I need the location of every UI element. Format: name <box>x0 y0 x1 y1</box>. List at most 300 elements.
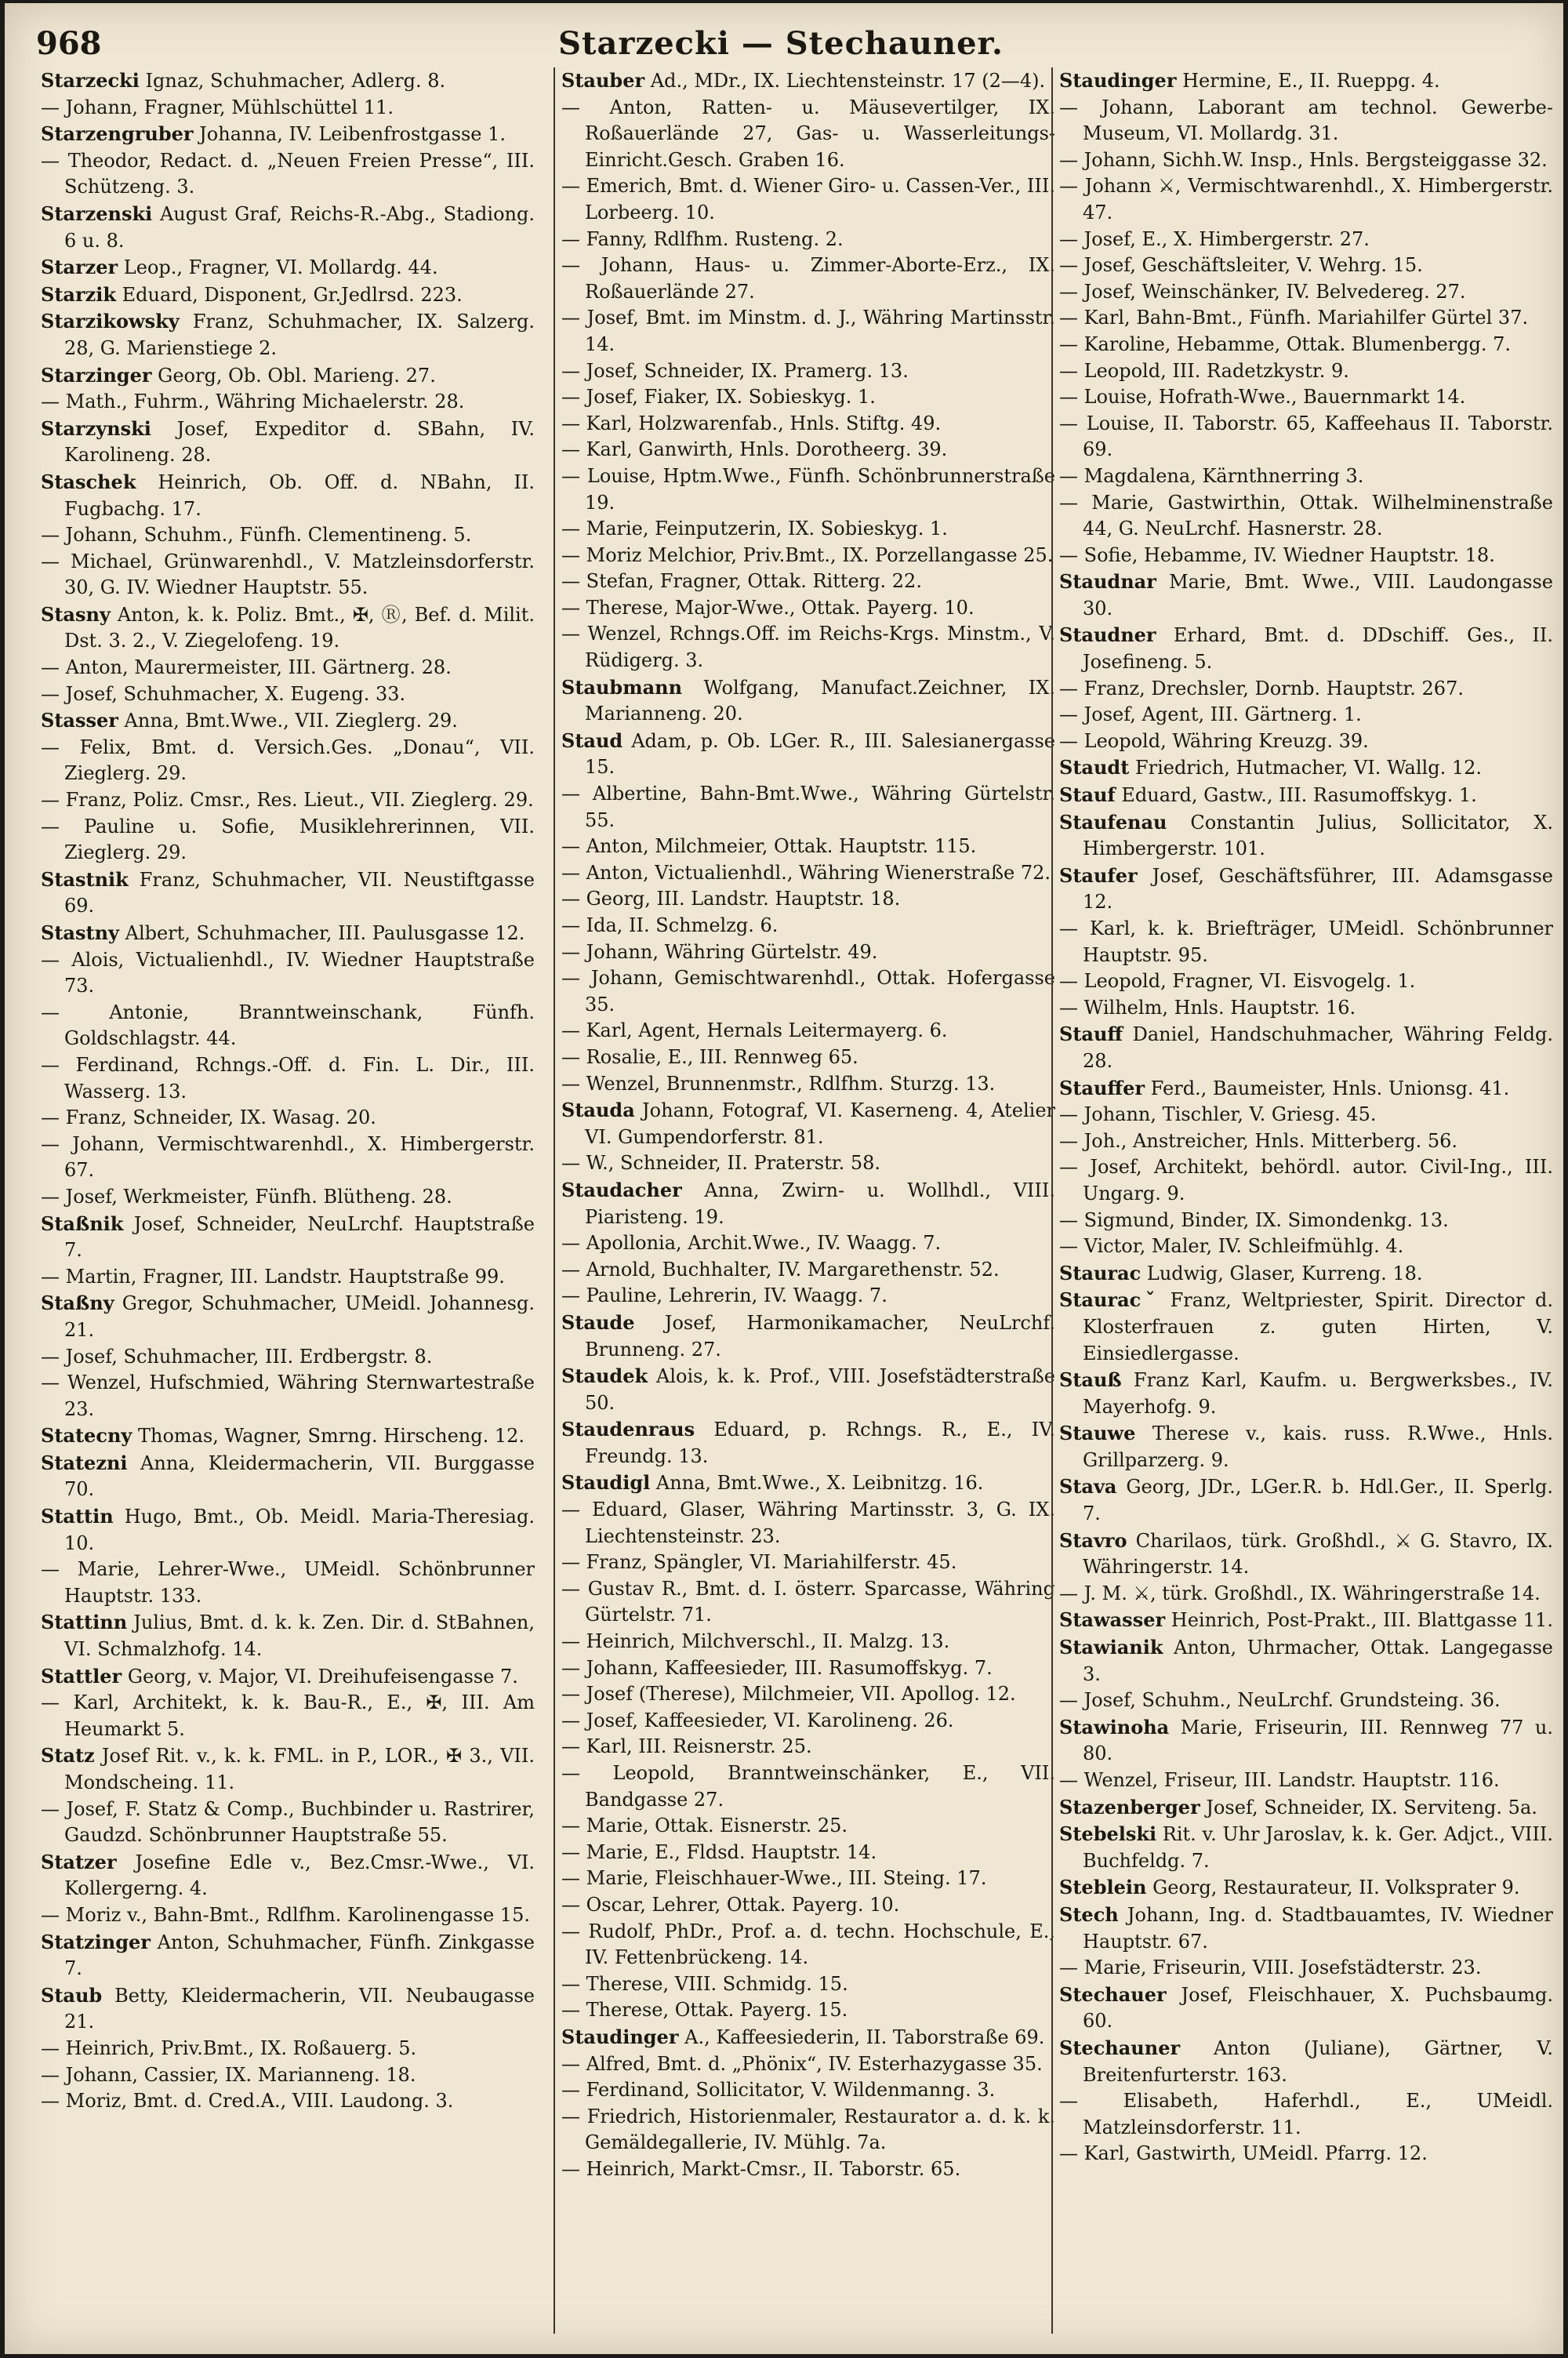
entry-details: — Karl, Architekt, k. k. Bau-R., E., ✠, III. Am Heumarkt 5. <box>41 1691 535 1740</box>
directory-entry <box>561 1177 1055 1230</box>
entry-details: Wolfgang, Manufact.Zeichner, IX. Marianneng. 20. <box>585 676 1055 725</box>
directory-entry <box>561 1971 1055 1998</box>
entry-details: Georg, JDr., LGer.R. b. Hdl.Ger., II. Sperlg. 7. <box>1083 1476 1553 1525</box>
entry-details: — Karl, Ganwirth, Hnls. Dorotheerg. 39. <box>561 438 948 461</box>
directory-entry <box>1059 782 1553 809</box>
entry-details: — Karl, Bahn-Bmt., Fünfh. Mariahilfer Gürtel 37. <box>1059 307 1529 329</box>
directory-entry <box>1059 728 1553 755</box>
directory-entry <box>41 655 535 681</box>
entry-surname: Staudinger <box>561 2025 679 2048</box>
entry-details: — Karl, Gastwirth, UMeidl. Pfarrg. 12. <box>1059 2142 1428 2165</box>
directory-entry <box>1059 1821 1553 1874</box>
entry-surname: Staufer <box>1059 863 1138 887</box>
directory-entry <box>41 95 535 122</box>
directory-entry <box>561 1997 1055 2024</box>
directory-entry <box>1059 1208 1553 1234</box>
directory-entry <box>561 1655 1055 1682</box>
directory-entry <box>41 254 535 282</box>
entry-details: — Johann, Währing Gürtelstr. 49. <box>561 940 878 963</box>
entry-details: — Anton, Victualienhdl., Währing Wienerstraße 72. <box>561 861 1051 884</box>
entry-details: Thomas, Wagner, Smrng. Hirscheng. 12. <box>137 1425 525 1448</box>
directory-entry <box>1059 622 1553 675</box>
directory-entry <box>41 867 535 920</box>
entry-details: — Magdalena, Kärnthnerring 3. <box>1059 464 1364 487</box>
entry-details: — Heinrich, Priv.Bmt., IX. Roßauerg. 5. <box>41 2036 417 2059</box>
entry-surname: Stauff <box>1059 1023 1123 1046</box>
directory-entry <box>561 674 1055 728</box>
entry-details: — Louise, Hptm.Wwe., Fünfh. Schönbrunnerstraße 19. <box>561 464 1055 514</box>
entry-details: — Rudolf, PhDr., Prof. a. d. techn. Hochschule, E., IV. Fettenbrückeng. 14. <box>561 1920 1055 1969</box>
entry-details: Erhard, Bmt. d. DDschiff. Ges., II. Josefineng. 5. <box>1083 624 1553 674</box>
entry-details: — Michael, Grünwarenhdl., V. Matzleinsdorferstr. 30, G. IV. Wiedner Hauptstr. 55. <box>41 550 535 599</box>
entry-details: Heinrich, Ob. Off. d. NBahn, II. Fugbachg. 17. <box>64 471 535 520</box>
directory-entry <box>561 939 1055 966</box>
entry-details: — Sigmund, Binder, IX. Simondenkg. 13. <box>1059 1208 1449 1231</box>
directory-entry <box>41 416 535 469</box>
entry-details: Hugo, Bmt., Ob. Meidl. Maria-Theresiag. 10. <box>64 1506 535 1554</box>
directory-entry <box>41 1450 535 1503</box>
directory-entry <box>561 1150 1055 1177</box>
directory-entry <box>1059 1528 1553 1581</box>
entry-details: — Heinrich, Milchverschl., II. Malzg. 13. <box>561 1630 950 1653</box>
entry-details: Josef, Schneider, NeuLrchf. Hauptstraße 7. <box>64 1212 535 1262</box>
entry-details: Julius, Bmt. d. k. k. Zen. Dir. d. StBahnen, VI. Schmalzhofg. 14. <box>64 1611 535 1661</box>
entry-details: — Therese, Ottak. Payerg. 15. <box>561 1999 848 2022</box>
entry-details: Friedrich, Hutmacher, VI. Wallg. 12. <box>1134 757 1483 779</box>
entry-details: — Josef, E., X. Himbergerstr. 27. <box>1059 227 1370 250</box>
directory-entry <box>561 1550 1055 1576</box>
entry-surname: Staudek <box>561 1364 648 1388</box>
entry-surname: Staudner <box>1059 623 1156 647</box>
entry-details: — Leopold, Währing Kreuzg. 39. <box>1059 729 1369 752</box>
entry-surname: Stattin <box>41 1505 114 1528</box>
entry-surname: Statzer <box>41 1850 117 1873</box>
directory-entry <box>1059 1473 1553 1527</box>
directory-entry <box>561 860 1055 887</box>
directory-page <box>5 3 1563 2354</box>
entry-details: — Josef, Geschäftsleiter, V. Wehrg. 15. <box>1059 254 1423 277</box>
directory-entry <box>41 1211 535 1264</box>
entry-details: — Karl, Holzwarenfab., Hnls. Stiftg. 49. <box>561 412 942 434</box>
directory-entry <box>1059 809 1553 863</box>
entry-surname: Staßnik <box>41 1212 124 1235</box>
entry-details: — Franz, Spängler, VI. Mariahilferstr. 45. <box>561 1551 957 1574</box>
entry-surname: Stech <box>1059 1902 1119 1926</box>
entry-details: — Therese, VIII. Schmidg. 15. <box>561 1972 848 1995</box>
entry-details: Anton (Juliane), Gärtner, V. Breitenfurterstr. 163. <box>1083 2036 1553 2086</box>
entry-details: — Louise, Hofrath-Wwe., Bauernmarkt 14. <box>1059 386 1466 409</box>
directory-entry <box>41 707 535 735</box>
entry-details: — Theodor, Redact. d. „Neuen Freien Presse“, III. Schützeng. 3. <box>41 149 535 198</box>
directory-entry <box>1059 569 1553 622</box>
directory-entry <box>561 1257 1055 1284</box>
directory-entry <box>41 1902 535 1929</box>
entry-details: August Graf, Reichs-R.-Abg., Stadiong. 6 u. 8. <box>64 202 535 252</box>
directory-entry <box>561 95 1055 174</box>
entry-details: Daniel, Handschuhmacher, Währing Feldg. 28. <box>1083 1023 1553 1072</box>
entry-details: Ferd., Baumeister, Hnls. Unionsg. 41. <box>1150 1077 1510 1099</box>
entry-details: Anna, Kleidermacherin, VII. Burggasse 70. <box>64 1451 535 1501</box>
entry-details: — Marie, Lehrer-Wwe., UMeidl. Schönbrunner Hauptstr. 133. <box>41 1558 535 1607</box>
entry-details: — Josef, Kaffeesieder, VI. Karolineng. 26. <box>561 1709 954 1731</box>
entry-details: — Rosalie, E., III. Rennweg 65. <box>561 1045 858 1068</box>
entry-details: Therese v., kais. russ. R.Wwe., Hnls. Grillparzerg. 9. <box>1083 1422 1553 1471</box>
entry-details: — Eduard, Glaser, Währing Martinsstr. 3, G. IX. Liechtensteinstr. 23. <box>561 1499 1055 1547</box>
entry-details: Josefine Edle v., Bez.Cmsr.-Wwe., VI. Kollergerng. 4. <box>64 1851 535 1900</box>
directory-entry <box>561 1576 1055 1629</box>
directory-entry <box>1059 1607 1553 1634</box>
entry-details: — Antonie, Branntweinschank, Fünfh. Goldschlagstr. 44. <box>41 1001 535 1050</box>
entry-details: Anton, Uhrmacher, Ottak. Langegasse 3. <box>1083 1637 1553 1685</box>
column-3 <box>1051 67 1553 2334</box>
directory-entry <box>41 282 535 309</box>
entry-details: — Anton, Maurermeister, III. Gärtnerg. 28. <box>41 656 452 679</box>
entry-details: — Johann, Cassier, IX. Marianneng. 18. <box>41 2063 416 2086</box>
directory-entry <box>41 1264 535 1291</box>
entry-surname: Stauffer <box>1059 1076 1145 1099</box>
entry-surname: Staßny <box>41 1292 114 1315</box>
directory-entry <box>561 569 1055 595</box>
directory-entry <box>41 947 535 1000</box>
entry-details: — Alois, Victualienhdl., IV. Wiedner Hauptstraße 73. <box>41 948 535 997</box>
running-title: Starzecki — Stechauner. <box>558 25 1004 62</box>
directory-entry <box>561 1045 1055 1071</box>
entry-surname: Steblein <box>1059 1876 1147 1899</box>
directory-entry <box>41 1344 535 1371</box>
directory-entry <box>561 1734 1055 1760</box>
directory-entry <box>41 814 535 867</box>
directory-entry <box>1059 1955 1553 1982</box>
entry-details: Marie, Friseurin, III. Rennweg 77 u. 80. <box>1083 1716 1553 1765</box>
directory-entry <box>41 549 535 601</box>
directory-entry <box>561 67 1055 95</box>
entry-surname: Stechauner <box>1059 2036 1181 2059</box>
directory-entry <box>1059 1768 1553 1794</box>
entry-surname: Stauwe <box>1059 1422 1136 1445</box>
directory-entry <box>41 2088 535 2115</box>
directory-entry <box>561 305 1055 358</box>
directory-entry <box>41 920 535 947</box>
directory-entry <box>561 437 1055 463</box>
entry-details: — J. M. ⚔, türk. Großhdl., IX. Währingerstraße 14. <box>1059 1582 1541 1604</box>
directory-entry <box>1059 279 1553 306</box>
entry-details: Franz, Schuhmacher, VII. Neustiftgasse 69. <box>64 868 535 917</box>
entry-details: — Josef, Architekt, behördl. autor. Civil-Ing., III. Ungarg. 9. <box>1059 1156 1553 1204</box>
entry-surname: Stebelski <box>1059 1822 1157 1846</box>
entry-details: — Alfred, Bmt. d. „Phönix“, IV. Esterhazygasse 35. <box>561 2052 1043 2075</box>
entry-details: Franz, Weltpriester, Spirit. Director d. Klosterfrauen z. guten Hirten, V. Einsiedlergasse. <box>1083 1289 1553 1364</box>
entry-surname: Starzikowsky <box>41 310 180 333</box>
entry-surname: Stauracˇ <box>1059 1288 1160 1312</box>
directory-entry <box>1059 1581 1553 1608</box>
directory-entry <box>41 1849 535 1902</box>
directory-entry <box>1059 1102 1553 1128</box>
entry-details: — Marie, Ottak. Eisnerstr. 25. <box>561 1815 848 1837</box>
entry-surname: Starzecki <box>41 69 140 92</box>
directory-entry <box>41 362 535 390</box>
entry-details: — Wenzel, Hufschmied, Währing Sternwartestraße 23. <box>41 1372 535 1420</box>
directory-entry <box>1059 1260 1553 1288</box>
directory-entry <box>561 1919 1055 1971</box>
entry-details: — Arnold, Buchhalter, IV. Margarethenstr. 52. <box>561 1258 1000 1281</box>
entry-details: — Josef, Schneider, IX. Pramerg. 13. <box>561 359 909 382</box>
entry-surname: Stawasser <box>1059 1608 1166 1632</box>
directory-entry <box>1059 1874 1553 1902</box>
directory-entry <box>41 2036 535 2062</box>
directory-entry <box>1059 1420 1553 1473</box>
directory-entry <box>561 621 1055 674</box>
directory-entry <box>41 681 535 708</box>
entry-details: — Marie, Feinputzerin, IX. Sobieskyg. 1. <box>561 518 948 540</box>
entry-details: Eduard, Disponent, Gr.Jedlrsd. 223. <box>122 283 463 306</box>
entry-details: — Moriz, Bmt. d. Cred.A., VIII. Laudong. 3. <box>41 2090 454 2113</box>
entry-surname: Stastny <box>41 921 119 944</box>
entry-details: Leop., Fragner, VI. Mollardg. 44. <box>123 256 438 279</box>
entry-details: — Josef (Therese), Milchmeier, VII. Apollog. 12. <box>561 1683 1016 1706</box>
entry-details: — Wenzel, Rchngs.Off. im Reichs-Krgs. Minstm., V. Rüdigerg. 3. <box>561 623 1055 672</box>
entry-details: — Stefan, Fragner, Ottak. Ritterg. 22. <box>561 570 922 593</box>
entry-details: — Wilhelm, Hnls. Hauptstr. 16. <box>1059 996 1356 1019</box>
entry-details: Anton, k. k. Poliz. Bmt., ✠, Ⓡ, Bef. d. Milit. Dst. 3. 2., V. Ziegelofeng. 19. <box>64 603 535 652</box>
entry-details: — Johann, Fragner, Mühlschüttel 11. <box>41 96 394 118</box>
directory-entry <box>561 543 1055 569</box>
column-2 <box>554 67 1055 2334</box>
directory-entry <box>561 1760 1055 1813</box>
entry-details: — Leopold, III. Radetzkystr. 9. <box>1059 359 1349 382</box>
entry-details: — Josef, Weinschänker, IV. Belvedereg. 27. <box>1059 280 1466 303</box>
directory-entry <box>1059 1714 1553 1768</box>
entry-details: Johanna, IV. Leibenfrostgasse 1. <box>199 123 506 146</box>
directory-entry <box>1059 2088 1553 2141</box>
entry-details: Anna, Bmt.Wwe., X. Leibnitzg. 16. <box>655 1472 984 1495</box>
entry-details: Adam, p. Ob. LGer. R., III. Salesianergasse 15. <box>585 729 1055 779</box>
entry-details: — Josef, Fiaker, IX. Sobieskyg. 1. <box>561 386 876 409</box>
entry-details: — Johann ⚔, Vermischtwarenhdl., X. Himbergerstr. 47. <box>1059 175 1553 223</box>
entry-surname: Starzynski <box>41 416 151 440</box>
entry-details: — Johann, Kaffeesieder, III. Rasumoffskyg. 7. <box>561 1656 993 1679</box>
entry-details: — Johann, Vermischtwarenhdl., X. Himbergerstr. 67. <box>41 1132 535 1182</box>
directory-entry <box>1059 2141 1553 2167</box>
entry-details: — Anton, Ratten- u. Mäusevertilger, IX. Roßauerlände 27, Gas- u. Wasserleitungs-Einricht.Gesch. Graben 16. <box>561 96 1055 171</box>
directory-entry <box>1059 173 1553 226</box>
entry-surname: Staurac <box>1059 1261 1142 1284</box>
directory-entry <box>41 308 535 362</box>
directory-entry <box>561 781 1055 834</box>
entry-details: — Ferdinand, Sollicitator, V. Wildenmanng. 3. <box>561 2079 996 2102</box>
directory-entry <box>41 787 535 814</box>
directory-entry <box>41 1422 535 1450</box>
entry-surname: Staschek <box>41 470 136 493</box>
directory-entry <box>1059 1982 1553 2035</box>
directory-entry <box>561 1310 1055 1363</box>
entry-details: — Felix, Bmt. d. Versich.Ges. „Donau“, VII. Zieglerg. 29. <box>41 736 535 785</box>
entry-details: Georg, v. Major, VI. Dreihufeisengasse 7. <box>127 1665 518 1688</box>
directory-entry <box>561 1708 1055 1735</box>
directory-entry <box>1059 1128 1553 1155</box>
entry-details: Ludwig, Glaser, Kurreng. 18. <box>1146 1262 1423 1284</box>
directory-entry <box>1059 463 1553 490</box>
directory-entry <box>1059 305 1553 332</box>
entry-surname: Starzinger <box>41 363 152 387</box>
entry-details: Eduard, p. Rchngs. R., E., IV. Freundg. 13. <box>585 1419 1055 1467</box>
entry-details: Hermine, E., II. Rueppg. 4. <box>1182 70 1440 92</box>
directory-entry <box>1059 754 1553 782</box>
directory-entry <box>41 201 535 254</box>
directory-entry <box>41 2062 535 2089</box>
entry-surname: Staudt <box>1059 756 1130 779</box>
entry-surname: Stauber <box>561 69 645 92</box>
directory-entry <box>1059 1794 1553 1822</box>
entry-surname: Stattinn <box>41 1611 128 1634</box>
entry-details: — Josef, Werkmeister, Fünfh. Blütheng. 28. <box>41 1185 452 1208</box>
entry-details: — Johann, Laborant am technol. Gewerbe-Museum, VI. Mollardg. 31. <box>1059 96 1553 145</box>
entry-details: A., Kaffeesiederin, II. Taborstraße 69. <box>684 2026 1045 2048</box>
directory-entry <box>561 411 1055 438</box>
directory-entry <box>1059 411 1553 463</box>
directory-entry <box>1059 1367 1553 1420</box>
entry-surname: Staud <box>561 728 623 752</box>
entry-details: — Johann, Haus- u. Zimmer-Aborte-Erz., IX. Roßauerlände 27. <box>561 254 1055 303</box>
entry-details: — Karl, k. k. Briefträger, UMeidl. Schönbrunner Hauptstr. 95. <box>1059 917 1553 966</box>
directory-entry <box>41 1105 535 1132</box>
entry-details: — Josef, F. Statz & Comp., Buchbinder u. Rastrirer, Gaudzd. Schönbrunner Hauptstraße 55. <box>41 1797 535 1847</box>
entry-details: — Victor, Maler, IV. Schleifmühlg. 4. <box>1059 1235 1404 1258</box>
directory-entry <box>1059 1075 1553 1103</box>
directory-entry <box>41 1557 535 1609</box>
entry-details: Georg, Ob. Obl. Marieng. 27. <box>158 364 436 387</box>
directory-entry <box>561 358 1055 385</box>
entry-details: Albert, Schuhmacher, III. Paulusgasse 12. <box>125 922 525 944</box>
directory-entry <box>1059 490 1553 543</box>
directory-entry <box>41 1184 535 1211</box>
entry-surname: Starzenski <box>41 202 153 225</box>
entry-details: Johann, Ing. d. Stadtbauamtes, IV. Wiedner Hauptstr. 67. <box>1083 1903 1553 1953</box>
directory-entry <box>1059 332 1553 358</box>
directory-entry <box>41 1370 535 1422</box>
entry-surname: Staudenraus <box>561 1418 695 1441</box>
entry-details: Ad., MDr., IX. Liechtensteinstr. 17 (2—4). <box>650 70 1046 92</box>
entry-details: Josef, Harmonikamacher, NeuLrchf. Brunneng. 27. <box>585 1311 1055 1361</box>
directory-entry <box>1059 543 1553 569</box>
directory-entry <box>1059 995 1553 1022</box>
directory-entry <box>561 913 1055 939</box>
directory-entry <box>41 1000 535 1052</box>
directory-entry <box>41 735 535 787</box>
directory-entry <box>561 1097 1055 1150</box>
entry-details: Josef, Expeditor d. SBahn, IV. Karolineng. 28. <box>64 417 535 467</box>
directory-entry <box>41 389 535 416</box>
directory-entry <box>41 1797 535 1849</box>
entry-details: — Math., Fuhrm., Währing Michaelerstr. 28. <box>41 391 465 413</box>
entry-surname: Stattler <box>41 1664 122 1688</box>
entry-surname: Stauda <box>561 1099 635 1122</box>
directory-entry <box>561 1470 1055 1497</box>
directory-entry <box>41 148 535 201</box>
directory-entry <box>561 1892 1055 1919</box>
directory-entry <box>561 1018 1055 1045</box>
directory-entry <box>561 253 1055 305</box>
entry-details: — Albertine, Bahn-Bmt.Wwe., Währing Gürtelstr. 55. <box>561 783 1055 831</box>
entry-surname: Starzengruber <box>41 122 194 146</box>
directory-entry <box>561 595 1055 622</box>
directory-entry <box>1059 1688 1553 1714</box>
directory-entry <box>561 227 1055 253</box>
entry-details: — Therese, Major-Wwe., Ottak. Payerg. 10. <box>561 596 975 619</box>
entry-details: — Pauline u. Sofie, Musiklehrerinnen, VII. Zieglerg. 29. <box>41 815 535 864</box>
directory-entry <box>41 1690 535 1742</box>
entry-details: — Josef, Schuhmacher, III. Erdbergstr. 8. <box>41 1345 433 1368</box>
entry-surname: Statezni <box>41 1451 128 1474</box>
entry-details: — Marie, E., Fldsd. Hauptstr. 14. <box>561 1840 877 1863</box>
entry-details: Gregor, Schuhmacher, UMeidl. Johannesg. 21. <box>64 1292 535 1341</box>
column-1 <box>41 67 535 2334</box>
directory-entry <box>1059 147 1553 174</box>
directory-entry <box>561 1629 1055 1655</box>
directory-entry <box>1059 384 1553 411</box>
entry-details: — Johann, Tischler, V. Griesg. 45. <box>1059 1103 1377 1126</box>
directory-entry <box>561 728 1055 781</box>
directory-entry <box>561 886 1055 913</box>
entry-details: — Ferdinand, Rchngs.-Off. d. Fin. L. Dir., III. Wasserg. 13. <box>41 1053 535 1103</box>
entry-details: Josef, Geschäftsführer, III. Adamsgasse 12. <box>1083 864 1553 914</box>
entry-surname: Stasser <box>41 709 118 732</box>
entry-details: — Apollonia, Archit.Wwe., IV. Waagg. 7. <box>561 1232 942 1255</box>
directory-entry <box>561 1497 1055 1550</box>
entry-surname: Statzinger <box>41 1930 151 1953</box>
entry-details: — Johann, Sichh.W. Insp., Hnls. Bergsteiggasse 32. <box>1059 148 1548 171</box>
directory-entry <box>1059 1287 1553 1367</box>
directory-entry <box>1059 1634 1553 1688</box>
directory-entry <box>561 1416 1055 1470</box>
directory-entry <box>1059 227 1553 253</box>
entry-surname: Starzer <box>41 256 118 279</box>
entry-details: — Leopold, Fragner, VI. Eisvogelg. 1. <box>1059 970 1416 993</box>
entry-details: — Karoline, Hebamme, Ottak. Blumenbergg. 7. <box>1059 332 1512 355</box>
entry-surname: Stavro <box>1059 1528 1127 1552</box>
entry-details: — Moriz Melchior, Priv.Bmt., IX. Porzellangasse 25. <box>561 543 1054 566</box>
entry-surname: Stawianik <box>1059 1636 1163 1659</box>
directory-entry <box>561 173 1055 226</box>
entry-surname: Stava <box>1059 1475 1117 1499</box>
directory-entry <box>1059 2035 1553 2088</box>
directory-entry <box>561 1840 1055 1866</box>
directory-entry <box>561 384 1055 411</box>
entry-details: — Marie, Fleischhauer-Wwe., III. Steing. 17. <box>561 1867 987 1890</box>
entry-surname: Statecny <box>41 1424 132 1448</box>
entry-details: Heinrich, Post-Prakt., III. Blattgasse 11. <box>1171 1609 1553 1632</box>
directory-entry <box>561 1230 1055 1257</box>
entry-details: — Franz, Poliz. Cmsr., Res. Lieut., VII. Zieglerg. 29. <box>41 789 534 812</box>
entry-surname: Stauf <box>1059 783 1116 807</box>
entry-details: — Franz, Schneider, IX. Wasag. 20. <box>41 1106 376 1129</box>
entry-details: — Moriz v., Bahn-Bmt., Rdlfhm. Karolinengasse 15. <box>41 1903 530 1926</box>
entry-details: — Elisabeth, Haferhdl., E., UMeidl. Matzleinsdorferstr. 11. <box>1059 2090 1553 2138</box>
directory-entry <box>41 1663 535 1691</box>
entry-details: — W., Schneider, II. Praterstr. 58. <box>561 1152 881 1175</box>
entry-surname: Stastnik <box>41 867 129 891</box>
entry-details: — Karl, III. Reisnerstr. 25. <box>561 1735 812 1758</box>
entry-details: — Johann, Gemischtwarenhdl., Ottak. Hofergasse 35. <box>561 967 1055 1016</box>
entry-details: Josef, Fleischhauer, X. Puchsbaumg. 60. <box>1083 1983 1553 2033</box>
directory-entry <box>561 463 1055 516</box>
directory-entry <box>561 834 1055 860</box>
directory-entry <box>1059 702 1553 728</box>
directory-entry <box>41 1503 535 1557</box>
entry-details: Rit. v. Uhr Jaroslav, k. k. Ger. Adjct., VIII. Buchfeldg. 7. <box>1083 1823 1553 1872</box>
directory-entry <box>41 67 535 95</box>
directory-entry <box>561 1813 1055 1840</box>
directory-entry <box>561 2051 1055 2078</box>
